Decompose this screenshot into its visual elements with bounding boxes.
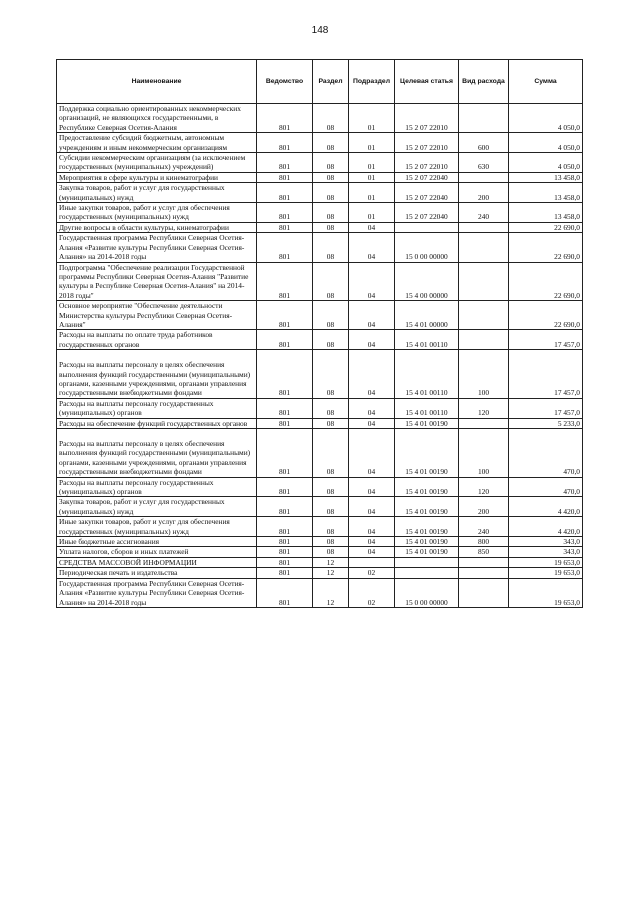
page-number: 148 (311, 25, 329, 36)
row-name: Государственная программа Республики Северная Осетия-Алания «Развитие культуры Республики Северная Осетия-Алания» на 2014-2018 годы (57, 578, 257, 607)
row-exp-type: 240 (459, 517, 509, 537)
row-sum: 17 457,0 (509, 398, 583, 418)
row-sum: 22 690,0 (509, 262, 583, 301)
row-article: 15 4 01 00190 (395, 517, 459, 537)
row-name: Расходы на выплаты персоналу государственных (муниципальных) органов (57, 477, 257, 497)
row-subsection: 04 (349, 233, 395, 262)
row-article: 15 2 07 22040 (395, 183, 459, 203)
row-dept: 801 (257, 350, 313, 399)
row-sum: 470,0 (509, 429, 583, 478)
row-section: 08 (313, 222, 349, 232)
row-subsection: 04 (349, 222, 395, 232)
row-article: 15 4 01 00110 (395, 330, 459, 350)
table-row (57, 537, 583, 547)
header-dept: Ведомство (257, 60, 313, 104)
row-article: 15 4 01 00000 (395, 301, 459, 330)
row-subsection: 01 (349, 153, 395, 173)
row-article: 15 0 00 00000 (395, 578, 459, 607)
row-name: Подпрограмма "Обеспечение реализации Государственной программы Республики Северная Осетия-Алания "Развитие культуры в Республике Северная Осетия-Алания" на 2014-2018 годы" (57, 262, 257, 301)
row-dept: 801 (257, 133, 313, 153)
row-name: Уплата налогов, сборов и иных платежей (57, 547, 257, 557)
table-header-row (57, 60, 583, 104)
row-name: Другие вопросы в области культуры, кинематографии (57, 222, 257, 232)
row-dept: 801 (257, 183, 313, 203)
table-row (57, 262, 583, 301)
row-name: Предоставление субсидий бюджетным, автономным учреждениям и иным некоммерческим организациям (57, 133, 257, 153)
row-article: 15 2 07 22040 (395, 203, 459, 223)
row-exp-type: 200 (459, 183, 509, 203)
table-row (57, 477, 583, 497)
row-exp-type (459, 330, 509, 350)
row-subsection: 01 (349, 172, 395, 182)
row-dept: 801 (257, 578, 313, 607)
row-exp-type: 800 (459, 537, 509, 547)
row-name: Расходы на выплаты персоналу в целях обеспечения выполнения функций государственными (муниципальными) органами, казенными учреждениями, органами управления государственными внебюджетными фондами (57, 429, 257, 478)
row-name: Субсидии некоммерческим организациям (за исключением государственных (муниципальных) учреждений) (57, 153, 257, 173)
row-name: Закупка товаров, работ и услуг для государственных (муниципальных) нужд (57, 183, 257, 203)
row-sum: 17 457,0 (509, 330, 583, 350)
row-section: 08 (313, 497, 349, 517)
row-section: 08 (313, 262, 349, 301)
row-subsection: 01 (349, 104, 395, 133)
row-dept: 801 (257, 557, 313, 567)
row-section: 08 (313, 477, 349, 497)
row-exp-type: 630 (459, 153, 509, 173)
row-article (395, 222, 459, 232)
row-exp-type (459, 233, 509, 262)
row-section: 08 (313, 153, 349, 173)
row-article: 15 4 01 00190 (395, 497, 459, 517)
row-subsection: 04 (349, 517, 395, 537)
row-section: 08 (313, 517, 349, 537)
row-article: 15 4 01 00190 (395, 429, 459, 478)
row-sum: 343,0 (509, 537, 583, 547)
row-sum: 343,0 (509, 547, 583, 557)
row-subsection: 04 (349, 477, 395, 497)
table-row (57, 153, 583, 173)
row-name: СРЕДСТВА МАССОВОЙ ИНФОРМАЦИИ (57, 557, 257, 567)
row-section: 08 (313, 133, 349, 153)
row-exp-type (459, 557, 509, 567)
row-exp-type: 600 (459, 133, 509, 153)
row-article: 15 4 01 00110 (395, 398, 459, 418)
row-article: 15 4 01 00190 (395, 418, 459, 428)
row-subsection: 04 (349, 301, 395, 330)
row-section: 12 (313, 568, 349, 578)
row-article: 15 2 07 22010 (395, 133, 459, 153)
table-row (57, 330, 583, 350)
row-dept: 801 (257, 301, 313, 330)
row-subsection: 04 (349, 262, 395, 301)
row-dept: 801 (257, 568, 313, 578)
row-section: 08 (313, 233, 349, 262)
table-body (57, 104, 583, 608)
row-subsection: 04 (349, 350, 395, 399)
row-sum: 19 653,0 (509, 557, 583, 567)
table-row (57, 398, 583, 418)
row-section: 08 (313, 537, 349, 547)
row-section: 08 (313, 203, 349, 223)
row-subsection: 04 (349, 398, 395, 418)
table-row (57, 133, 583, 153)
row-exp-type (459, 222, 509, 232)
table-row (57, 222, 583, 232)
row-sum: 22 690,0 (509, 301, 583, 330)
row-subsection: 04 (349, 418, 395, 428)
row-section: 08 (313, 429, 349, 478)
row-section: 08 (313, 418, 349, 428)
row-exp-type: 100 (459, 429, 509, 478)
row-sum: 4 050,0 (509, 153, 583, 173)
row-exp-type (459, 578, 509, 607)
row-dept: 801 (257, 497, 313, 517)
row-dept: 801 (257, 477, 313, 497)
row-sum: 22 690,0 (509, 222, 583, 232)
row-sum: 4 050,0 (509, 133, 583, 153)
row-exp-type (459, 104, 509, 133)
table-row (57, 578, 583, 607)
row-dept: 801 (257, 153, 313, 173)
header-subsection: Подраздел (349, 60, 395, 104)
table-row (57, 517, 583, 537)
row-sum: 19 653,0 (509, 568, 583, 578)
row-article: 15 2 07 22010 (395, 104, 459, 133)
row-name: Иные бюджетные ассигнования (57, 537, 257, 547)
row-dept: 801 (257, 547, 313, 557)
header-exp-type: Вид расхода (459, 60, 509, 104)
row-article: 15 2 07 22010 (395, 153, 459, 173)
row-dept: 801 (257, 233, 313, 262)
row-article: 15 4 00 00000 (395, 262, 459, 301)
row-sum: 13 458,0 (509, 203, 583, 223)
row-section: 08 (313, 547, 349, 557)
row-dept: 801 (257, 222, 313, 232)
row-subsection: 02 (349, 568, 395, 578)
table-row (57, 497, 583, 517)
row-name: Расходы на выплаты по оплате труда работников государственных органов (57, 330, 257, 350)
row-exp-type (459, 262, 509, 301)
table-row (57, 547, 583, 557)
row-exp-type (459, 172, 509, 182)
budget-table (56, 59, 583, 608)
row-exp-type (459, 301, 509, 330)
row-name: Поддержка социально ориентированных некоммерческих организаций, не являющихся государственными, в Республике Северная Осетия-Алания (57, 104, 257, 133)
table-row (57, 203, 583, 223)
row-article: 15 4 01 00110 (395, 350, 459, 399)
table-row (57, 104, 583, 133)
row-name: Закупка товаров, работ и услуг для государственных (муниципальных) нужд (57, 497, 257, 517)
row-subsection: 01 (349, 183, 395, 203)
row-subsection: 01 (349, 133, 395, 153)
row-article: 15 4 01 00190 (395, 477, 459, 497)
row-sum: 4 050,0 (509, 104, 583, 133)
row-sum: 5 233,0 (509, 418, 583, 428)
row-name: Государственная программа Республики Северная Осетия-Алания «Развитие культуры Республики Северная Осетия-Алания» на 2014-2018 годы (57, 233, 257, 262)
row-dept: 801 (257, 418, 313, 428)
row-article: 15 2 07 22040 (395, 172, 459, 182)
row-article: 15 4 01 00190 (395, 537, 459, 547)
row-subsection: 04 (349, 547, 395, 557)
row-section: 08 (313, 350, 349, 399)
row-dept: 801 (257, 330, 313, 350)
table-row (57, 183, 583, 203)
row-name: Мероприятия в сфере культуры и кинематографии (57, 172, 257, 182)
header-article: Целевая статья (395, 60, 459, 104)
row-article: 15 0 00 00000 (395, 233, 459, 262)
row-dept: 801 (257, 262, 313, 301)
row-exp-type: 120 (459, 398, 509, 418)
row-sum: 22 690,0 (509, 233, 583, 262)
row-subsection: 02 (349, 578, 395, 607)
row-dept: 801 (257, 172, 313, 182)
row-name: Иные закупки товаров, работ и услуг для обеспечения государственных (муниципальных) нужд (57, 517, 257, 537)
row-section: 08 (313, 398, 349, 418)
row-section: 08 (313, 301, 349, 330)
row-name: Периодическая печать и издательства (57, 568, 257, 578)
table-row (57, 418, 583, 428)
row-exp-type: 100 (459, 350, 509, 399)
row-sum: 19 653,0 (509, 578, 583, 607)
row-article (395, 568, 459, 578)
header-sum: Сумма (509, 60, 583, 104)
row-section: 08 (313, 330, 349, 350)
row-dept: 801 (257, 517, 313, 537)
table-row (57, 429, 583, 478)
row-section: 08 (313, 104, 349, 133)
row-section: 08 (313, 172, 349, 182)
header-name: Наименование (57, 60, 257, 104)
row-exp-type: 200 (459, 497, 509, 517)
row-exp-type (459, 568, 509, 578)
row-subsection (349, 557, 395, 567)
row-section: 12 (313, 578, 349, 607)
row-dept: 801 (257, 537, 313, 547)
row-sum: 13 458,0 (509, 183, 583, 203)
row-sum: 17 457,0 (509, 350, 583, 399)
row-subsection: 01 (349, 203, 395, 223)
row-subsection: 04 (349, 537, 395, 547)
row-name: Иные закупки товаров, работ и услуг для обеспечения государственных (муниципальных) нужд (57, 203, 257, 223)
header-section: Раздел (313, 60, 349, 104)
row-sum: 470,0 (509, 477, 583, 497)
table-row (57, 172, 583, 182)
table-row (57, 568, 583, 578)
row-dept: 801 (257, 203, 313, 223)
row-subsection: 04 (349, 330, 395, 350)
row-article: 15 4 01 00190 (395, 547, 459, 557)
table-row (57, 557, 583, 567)
row-subsection: 04 (349, 497, 395, 517)
row-exp-type: 240 (459, 203, 509, 223)
row-exp-type: 120 (459, 477, 509, 497)
table-row (57, 233, 583, 262)
row-sum: 4 420,0 (509, 517, 583, 537)
row-dept: 801 (257, 104, 313, 133)
row-exp-type: 850 (459, 547, 509, 557)
table-row (57, 301, 583, 330)
row-dept: 801 (257, 398, 313, 418)
row-section: 08 (313, 183, 349, 203)
row-exp-type (459, 418, 509, 428)
row-name: Расходы на обеспечение функций государственных органов (57, 418, 257, 428)
row-name: Расходы на выплаты персоналу государственных (муниципальных) органов (57, 398, 257, 418)
table-row (57, 350, 583, 399)
row-dept: 801 (257, 429, 313, 478)
row-article (395, 557, 459, 567)
row-name: Основное мероприятие "Обеспечение деятельности Министерства культуры Республики Северная Осетия-Алания" (57, 301, 257, 330)
row-subsection: 04 (349, 429, 395, 478)
row-name: Расходы на выплаты персоналу в целях обеспечения выполнения функций государственными (муниципальными) органами, казенными учреждениями, органами управления государственными внебюджетными фондами (57, 350, 257, 399)
row-sum: 13 458,0 (509, 172, 583, 182)
row-section: 12 (313, 557, 349, 567)
row-sum: 4 420,0 (509, 497, 583, 517)
